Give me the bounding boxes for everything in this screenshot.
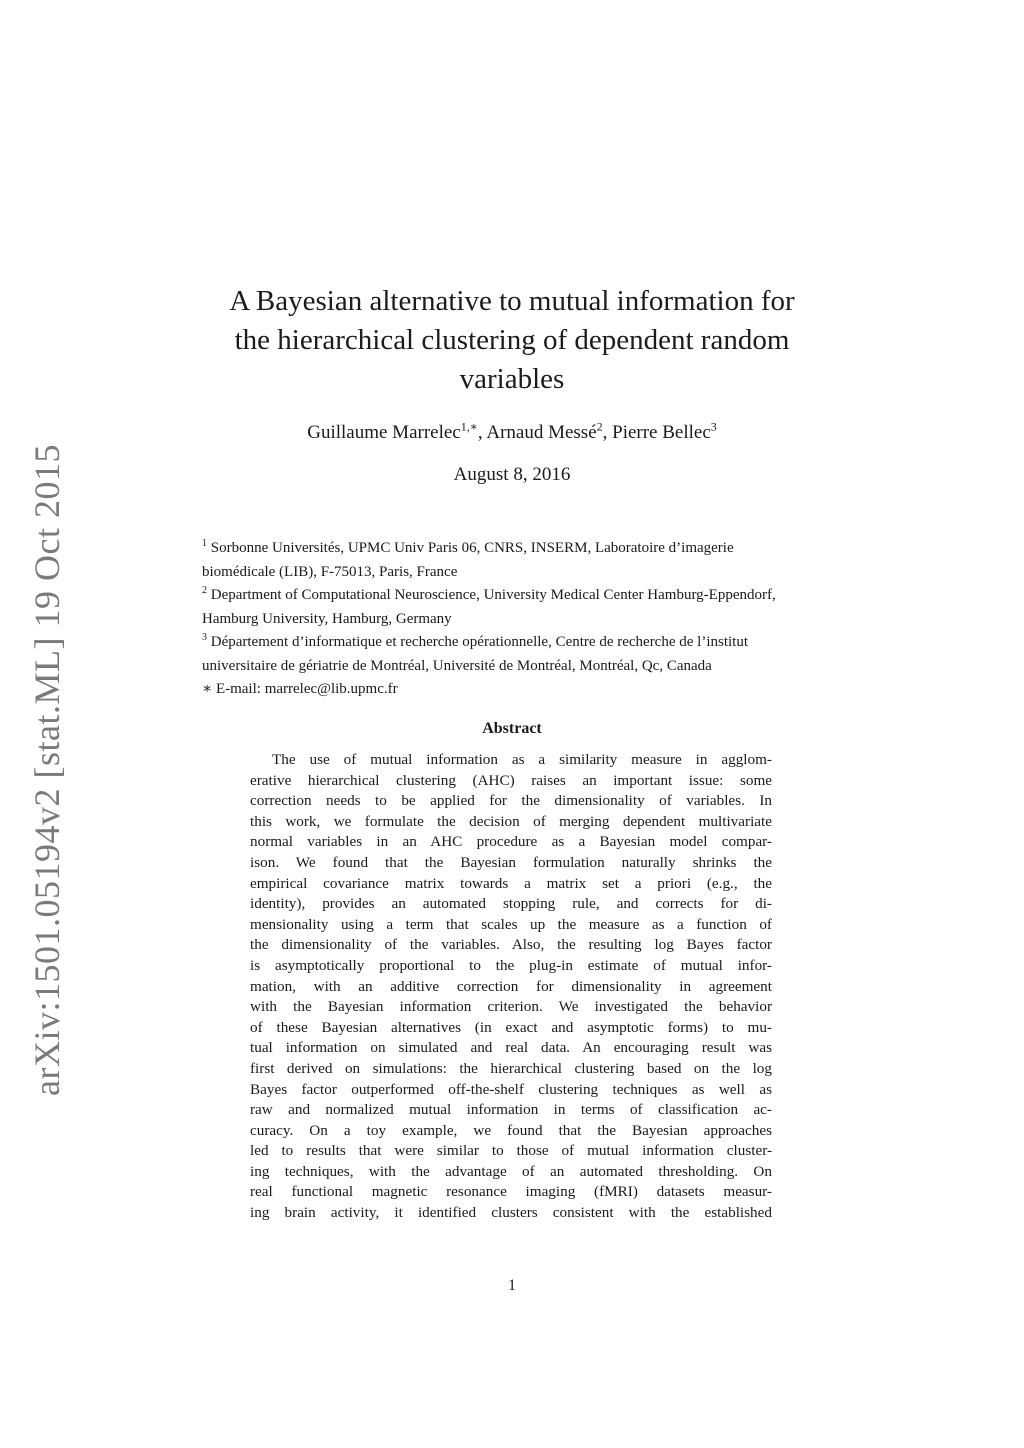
affiliation-line: biomédicale (LIB), F-75013, Paris, France <box>202 563 458 580</box>
author-affiliation-mark: 1,∗ <box>460 419 478 434</box>
abstract-line: led to results that were similar to those of mutual information cluster- <box>250 1142 772 1160</box>
affiliation-line <box>202 631 862 655</box>
abstract-line: ison. We found that the Bayesian formulation naturally shrinks the <box>250 853 772 871</box>
abstract-line: The use of mutual information as a similarity measure in agglom- <box>272 751 772 768</box>
author-name: Pierre Bellec <box>612 422 711 443</box>
affiliation-list <box>202 537 862 702</box>
author-affiliation-mark: 3 <box>710 419 717 434</box>
abstract-line: empirical covariance matrix towards a matrix set a priori (e.g., the <box>250 874 772 892</box>
affiliation-line: universitaire de gériatrie de Montréal, Université de Montréal, Montréal, Qc, Canada <box>202 657 712 674</box>
abstract-line: ing techniques, with the advantage of an automated thresholding. On <box>250 1162 772 1180</box>
affiliation-line <box>202 584 862 608</box>
title-line: the hierarchical clustering of dependent random <box>234 324 790 356</box>
abstract-line: real functional magnetic resonance imaging (fMRI) datasets measur- <box>250 1183 772 1201</box>
email-line <box>202 678 862 702</box>
author-name: Arnaud Messé <box>486 422 597 443</box>
abstract-line: mensionality using a term that scales up the measure as a function of <box>250 915 772 933</box>
abstract-line: of these Bayesian alternatives (in exact and asymptotic forms) to mu- <box>250 1018 772 1036</box>
abstract-line: mation, with an additive correction for dimensionality in agreement <box>250 977 772 995</box>
affiliation-mark: 2 <box>202 585 207 596</box>
abstract-line: correction needs to be applied for the dimensionality of variables. In <box>250 792 772 810</box>
publication-date: August 8, 2016 <box>453 464 571 485</box>
abstract-line: with the Bayesian information criterion. We investigated the behavior <box>250 998 772 1016</box>
author-separator: , <box>602 422 613 443</box>
page-number: 1 <box>508 1277 516 1294</box>
author-name: Guillaume Marrelec <box>307 422 461 443</box>
abstract-line: raw and normalized mutual information in terms of classification ac- <box>250 1101 772 1119</box>
abstract-line: is asymptotically proportional to the plug-in estimate of mutual infor- <box>250 956 772 974</box>
affiliation-line: Hamburg University, Hamburg, Germany <box>202 610 452 627</box>
author-list <box>200 420 824 446</box>
abstract-line: this work, we formulate the decision of merging dependent multivariate <box>250 812 772 830</box>
paper-title <box>200 282 824 399</box>
abstract-line: ing brain activity, it identified clusters consistent with the established <box>250 1204 772 1222</box>
title-line: A Bayesian alternative to mutual information for <box>229 285 795 317</box>
abstract-line: curacy. On a toy example, we found that the Bayesian approaches <box>250 1121 772 1139</box>
title-line: variables <box>459 363 565 395</box>
author-separator: , <box>477 422 487 443</box>
arxiv-identifier-text: arXiv:1501.05194v2 [stat.ML] 19 Oct 2015 <box>27 444 68 1096</box>
email-text: E-mail: marrelec@lib.upmc.fr <box>215 681 398 697</box>
affiliation-mark: 1 <box>202 538 207 549</box>
affiliation-text: Sorbonne Universités, UPMC Univ Paris 06, CNRS, INSERM, Laboratoire d’imagerie <box>210 540 734 556</box>
abstract-line: the dimensionality of the variables. Also, the resulting log Bayes factor <box>250 936 772 954</box>
abstract-heading: Abstract <box>482 720 542 737</box>
affiliation-line <box>202 537 862 561</box>
abstract-line: first derived on simulations: the hierarchical clustering based on the log <box>250 1059 772 1077</box>
abstract-body <box>250 750 772 1224</box>
abstract-line: identity), provides an automated stopping rule, and corrects for di- <box>250 895 772 913</box>
affiliation-text: Département d’informatique et recherche opérationnelle, Centre de recherche de l’institut <box>210 634 748 650</box>
abstract-line: erative hierarchical clustering (AHC) raises an important issue: some <box>250 771 772 789</box>
arxiv-identifier-stamp <box>24 440 70 1100</box>
abstract-line: tual information on simulated and real data. An encouraging result was <box>250 1039 772 1057</box>
author-affiliation-mark: 2 <box>596 419 603 434</box>
abstract-line: Bayes factor outperformed off-the-shelf clustering techniques as well as <box>250 1080 772 1098</box>
abstract-line: normal variables in an AHC procedure as a Bayesian model compar- <box>250 833 772 851</box>
affiliation-mark: 3 <box>202 632 207 643</box>
email-mark: ∗ <box>202 681 213 697</box>
affiliation-text: Department of Computational Neuroscience, University Medical Center Hamburg-Eppendorf, <box>210 587 776 603</box>
